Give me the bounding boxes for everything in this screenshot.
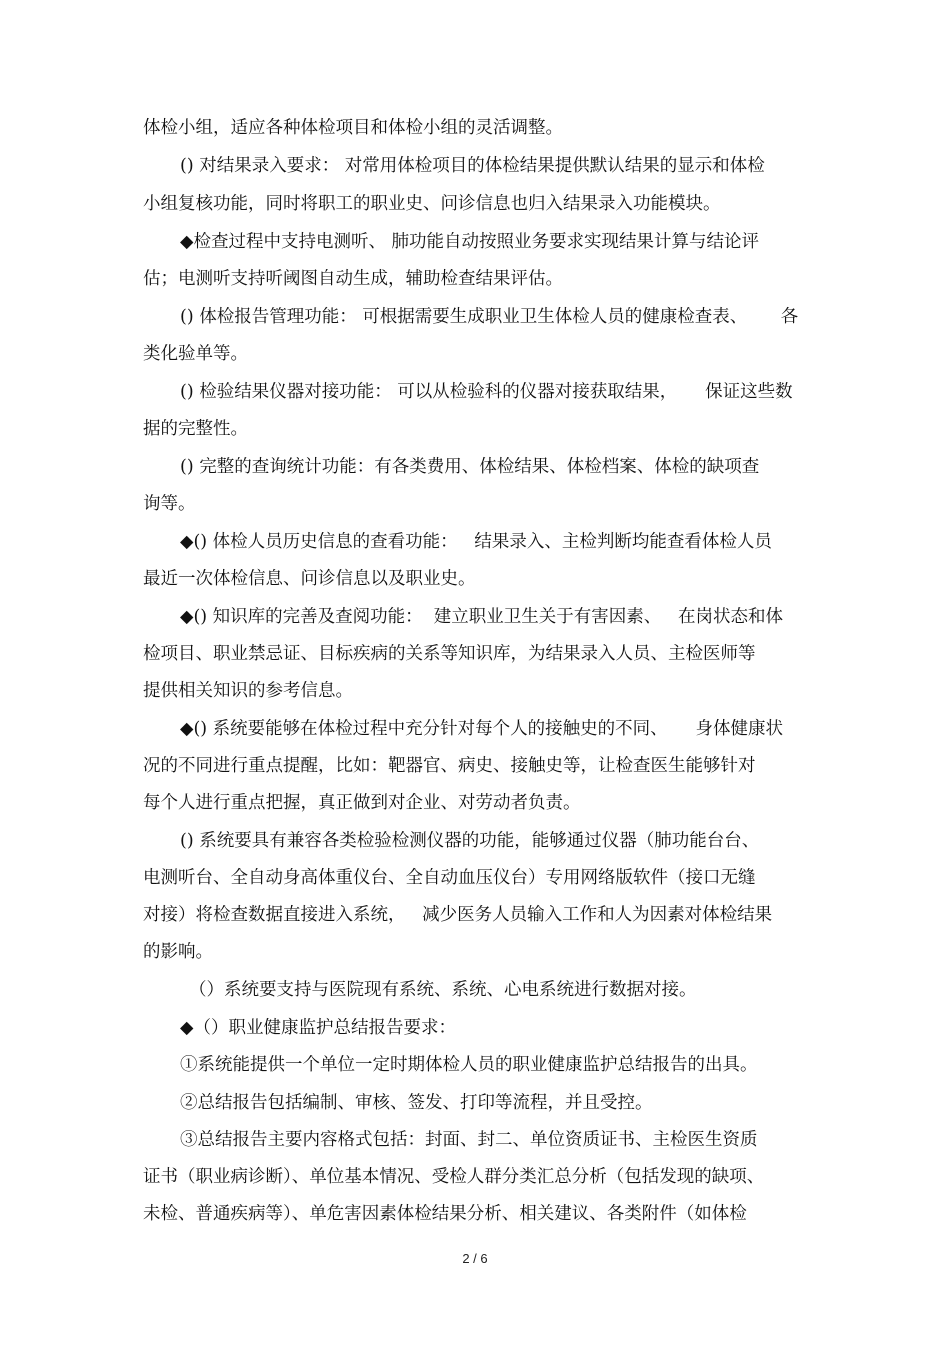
text-line: 对接）将检查数据直接进入系统， 减少医务人员输入工作和人为因素对体检结果 <box>143 905 773 925</box>
text-line: 证书（职业病诊断）、单位基本情况、受检人群分类汇总分析（包括发现的缺项、 <box>143 1167 765 1187</box>
text-line: 的影响。 <box>143 942 213 962</box>
text-line: 小组复核功能，同时将职工的职业史、问诊信息也归入结果录入功能模块。 <box>143 194 721 214</box>
text-line: （）系统要支持与医院现有系统、系统、心电系统进行数据对接。 <box>189 980 697 1000</box>
text-line: 检项目、职业禁忌证、目标疾病的关系等知识库，为结果录入人员、主检医师等 <box>143 644 756 664</box>
text-line: () 检验结果仪器对接功能： 可以从检验科的仪器对接获取结果， 保证这些数 <box>180 382 793 402</box>
text-line: 询等。 <box>143 494 196 514</box>
text-line: 提供相关知识的参考信息。 <box>143 681 353 701</box>
text-line: ◆（）职业健康监护总结报告要求： <box>180 1018 456 1038</box>
text-line: ◆() 知识库的完善及查阅功能： 建立职业卫生关于有害因素、 在岗状态和体 <box>180 607 783 627</box>
text-line: ②总结报告包括编制、审核、签发、打印等流程，并且受控。 <box>180 1093 653 1113</box>
text-line: 每个人进行重点把握，真正做到对企业、对劳动者负责。 <box>143 793 581 813</box>
text-line: () 对结果录入要求： 对常用体检项目的体检结果提供默认结果的显示和体检 <box>180 156 765 176</box>
page-number: 2 / 6 <box>462 1251 488 1266</box>
text-line: 电测听台、全自动身高体重仪台、全自动血压仪台）专用网络版软件（接口无缝 <box>143 868 756 888</box>
text-line: () 系统要具有兼容各类检验检测仪器的功能，能够通过仪器（肺功能台台、 <box>180 831 760 851</box>
text-line: 未检、普通疾病等）、单危害因素体检结果分析、相关建议、各类附件（如体检 <box>143 1204 747 1224</box>
text-line: ①系统能提供一个单位一定时期体检人员的职业健康监护总结报告的出具。 <box>180 1055 758 1075</box>
text-line: ◆() 体检人员历史信息的查看功能： 结果录入、主检判断均能查看体检人员 <box>180 532 772 552</box>
text-line: 估；电测听支持听阈图自动生成，辅助检查结果评估。 <box>143 269 563 289</box>
text-line: ◆检查过程中支持电测听、 肺功能自动按照业务要求实现结果计算与结论评 <box>180 232 760 252</box>
text-line: 体检小组，适应各种体检项目和体检小组的灵活调整。 <box>143 118 563 138</box>
text-line: 类化验单等。 <box>143 344 248 364</box>
text-line: () 体检报告管理功能： 可根据需要生成职业卫生体检人员的健康检查表、 各 <box>180 307 799 327</box>
text-line: 最近一次体检信息、问诊信息以及职业史。 <box>143 569 476 589</box>
text-line: ◆() 系统要能够在体检过程中充分针对每个人的接触史的不同、 身体健康状 <box>180 719 783 739</box>
text-line: 据的完整性。 <box>143 419 248 439</box>
text-line: () 完整的查询统计功能：有各类费用、体检结果、体检档案、体检的缺项查 <box>180 457 760 477</box>
text-line: 况的不同进行重点提醒，比如：靶器官、病史、接触史等，让检查医生能够针对 <box>143 756 756 776</box>
text-line: ③总结报告主要内容格式包括：封面、封二、单位资质证书、主检医生资质 <box>180 1130 758 1150</box>
